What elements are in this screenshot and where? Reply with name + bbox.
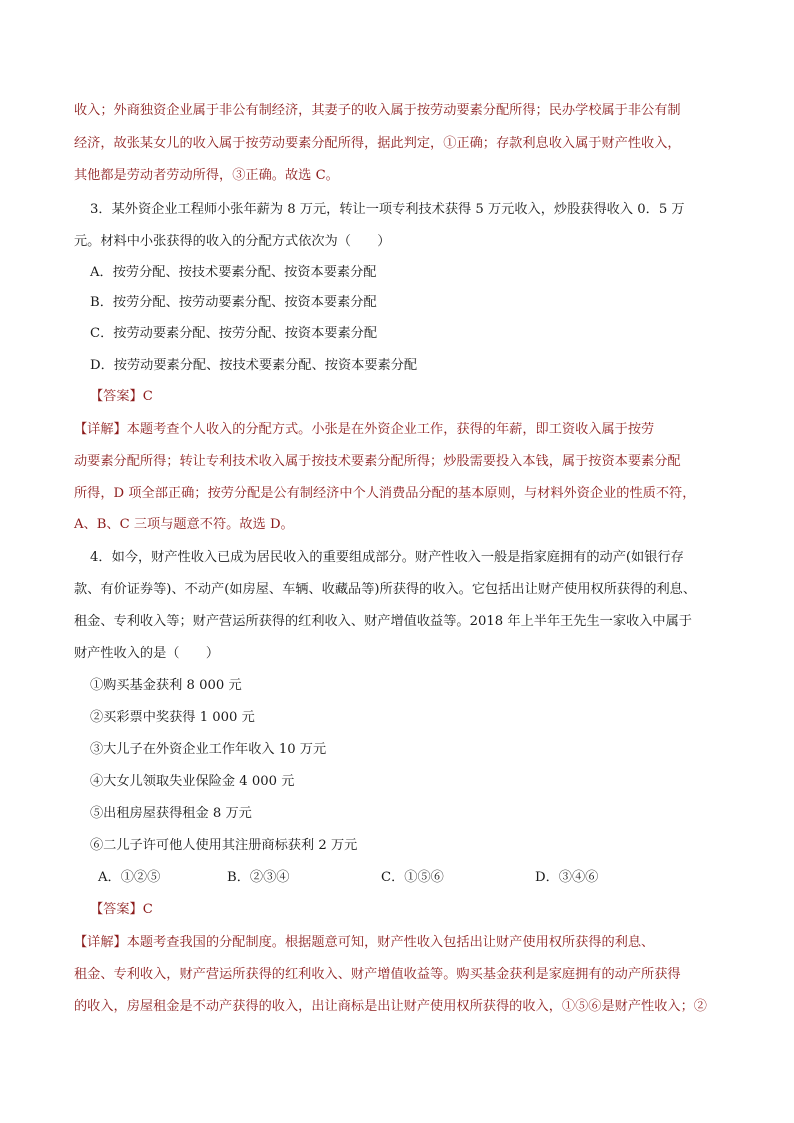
q4-detail-line-2: 租金、专利收入，财产营运所获得的红利收入、财产增值收益等。购买基金获利是家庭拥有的动产所获得 [74, 967, 681, 982]
q4-choice-a: A．①②⑤ [98, 870, 161, 885]
q4-item-4: ④大女儿领取失业保险金 4 000 元 [90, 774, 295, 789]
q3-option-a: A．按劳分配、按技术要素分配、按资本要素分配 [90, 265, 377, 280]
q4-stem-line-1: 4．如今，财产性收入已成为居民收入的重要组成部分。财产性收入一般是指家庭拥有的动产(如银行存 [90, 550, 684, 565]
q4-item-3: ③大儿子在外资企业工作年收入 10 万元 [90, 742, 327, 757]
q3-stem-line-2: 元。材料中小张获得的收入的分配方式依次为（ ） [74, 234, 391, 249]
q3-detail-line-3: 所得，D 项全部正确；按劳分配是公有制经济中个人消费品分配的基本原则，与材料外资企业的性质不符， [74, 486, 696, 501]
prev-answer-line-2a: 经济，故张某女儿的收入属于按劳动要素分配所得，据此判定， [74, 136, 444, 151]
q4-detail-line-1: 【详解】本题考查我国的分配制度。根据题意可知，财产性收入包括出让财产使用权所获得的利息、 [74, 935, 655, 950]
q4-choice-d: D．③④⑥ [535, 870, 599, 885]
q4-item-5: ⑤出租房屋获得租金 8 万元 [90, 806, 252, 821]
prev-answer-line-2b: ①正确；存款利息收入属于财产性收入， [443, 136, 681, 151]
q3-option-b: B．按劳分配、按劳动要素分配、按资本要素分配 [90, 295, 377, 310]
q4-choice-c: C．①⑤⑥ [381, 870, 444, 885]
q4-detail-line-3: 的收入，房屋租金是不动产获得的收入，出让商标是出让财产使用权所获得的收入，①⑤⑥是财产性收入；② [74, 999, 707, 1014]
q4-item-6: ⑥二儿子许可他人使用其注册商标获利 2 万元 [90, 838, 358, 853]
q3-stem-line-1: 3．某外资企业工程师小张年薪为 8 万元，转让一项专利技术获得 5 万元收入，炒股获得收入 0．5 万 [90, 202, 685, 217]
prev-answer-line-3: 其他都是劳动者劳动所得，③正确。故选 C。 [74, 168, 339, 183]
q3-detail-line-4: A、B、C 三项与题意不符。故选 D。 [74, 517, 294, 532]
q4-stem-line-2: 款、有价证券等)、不动产(如房屋、车辆、收藏品等)所获得的收入。它包括出让财产使用权所获得的利息、 [74, 582, 697, 597]
prev-answer-line-1: 收入；外商独资企业属于非公有制经济，其妻子的收入属于按劳动要素分配所得；民办学校属于非公有制 [74, 103, 681, 118]
q4-answer: 【答案】C [90, 902, 153, 917]
q4-item-2: ②买彩票中奖获得 1 000 元 [90, 710, 255, 725]
prev-answer-line-2 [74, 135, 681, 153]
q3-detail-line-2: 动要素分配所得；转让专利技术收入属于按技术要素分配所得；炒股需要投入本钱，属于按资本要素分配 [74, 454, 681, 469]
q3-detail-line-1: 【详解】本题考查个人收入的分配方式。小张是在外资企业工作，获得的年薪，即工资收入属于按劳 [74, 422, 655, 437]
q3-option-d: D．按劳动要素分配、按技术要素分配、按资本要素分配 [90, 358, 418, 373]
q3-option-c: C．按劳动要素分配、按劳分配、按资本要素分配 [90, 326, 378, 341]
q4-stem-line-3: 租金、专利收入等；财产营运所获得的红利收入、财产增值收益等。2018 年上半年王先生一家收入中属于 [74, 614, 692, 629]
q4-item-1: ①购买基金获利 8 000 元 [90, 678, 242, 693]
q4-stem-line-4: 财产性收入的是（ ） [74, 646, 220, 661]
q3-answer: 【答案】C [90, 389, 153, 404]
q4-choice-b: B．②③④ [227, 870, 290, 885]
